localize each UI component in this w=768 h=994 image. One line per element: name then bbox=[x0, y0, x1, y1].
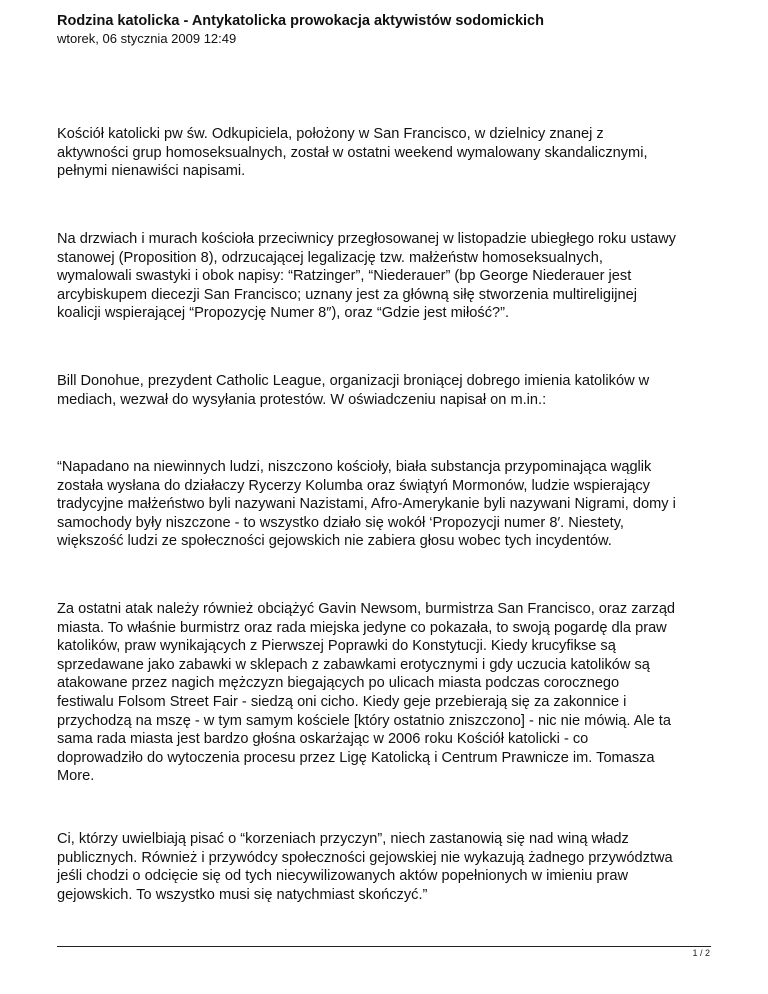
paragraph-line: Ci, którzy uwielbiają pisać o “korzeniach przyczyn”, niech zastanowią się nad winą władz bbox=[57, 831, 629, 847]
paragraph-line: przychodzą na mszę - w tym samym kościele [który ostatnio zniszczono] - nic nie mówią. Ale ta bbox=[57, 712, 671, 729]
paragraph-line: jeśli chodzi o odcięcie się od tych niecywilizowanych aktów popełnionych w imieniu praw bbox=[57, 868, 629, 885]
paragraph-line: gejowskich. To wszystko musi się natychmiast skończyć.” bbox=[57, 886, 428, 903]
paragraph-6 bbox=[57, 830, 673, 904]
paragraph-1 bbox=[57, 125, 648, 181]
paragraph-line: wymalowali swastyki i obok napisy: “Ratzinger”, “Niederauer” (bp George Niederauer jest bbox=[57, 268, 632, 285]
page-number: 1 / 2 bbox=[692, 948, 710, 958]
paragraph-line: sprzedawane jako zabawki w sklepach z zabawkami erotycznymi i gdy uczucia katolików są bbox=[57, 656, 650, 673]
paragraph-line: Na drzwiach i murach kościoła przeciwnicy przegłosowanej w listopadzie ubiegłego roku ustawy bbox=[57, 231, 676, 247]
paragraph-line: aktywności grup homoseksualnych, został w ostatni weekend wymalowany skandalicznymi, bbox=[57, 144, 648, 161]
paragraph-line: stanowej (Proposition 8), odrzucającej legalizację tzw. małżeństw homoseksualnych, bbox=[57, 249, 603, 266]
paragraph-line: tradycyjne małżeństwo byli nazywani Nazistami, Afro-Amerykanie byli nazywani Nigrami, domy i bbox=[57, 496, 676, 513]
paragraph-line: mediach, wezwał do wysyłania protestów. W oświadczeniu napisał on m.in.: bbox=[57, 391, 547, 408]
paragraph-2 bbox=[57, 230, 676, 323]
paragraph-line: festiwalu Folsom Street Fair - siedzą oni cicho. Kiedy geje przebierają się za zakonnice i bbox=[57, 693, 627, 710]
document-header bbox=[57, 12, 707, 47]
paragraph-5 bbox=[57, 600, 675, 786]
paragraph-line: Kościół katolicki pw św. Odkupiciela, położony w San Francisco, w dzielnicy znanej z bbox=[57, 126, 604, 142]
paragraph-line: arcybiskupem diecezji San Francisco; uznany jest za główną siłę stworzenia multireligijnej bbox=[57, 286, 637, 303]
paragraph-line: publicznych. Również i przywódcy społeczności gejowskiej nie wykazują żadnego przywództwa bbox=[57, 849, 673, 866]
document-date: wtorek, 06 stycznia 2009 12:49 bbox=[57, 31, 237, 46]
paragraph-line: doprowadziło do wytoczenia procesu przez Ligę Katolicką i Centrum Prawnicze im. Tomasza bbox=[57, 749, 655, 766]
paragraph-4-quote bbox=[57, 458, 676, 551]
paragraph-line: katolików, praw wynikających z Pierwszej Poprawki do Konstytucji. Kiedy krucyfikse są bbox=[57, 638, 616, 655]
paragraph-3 bbox=[57, 372, 649, 409]
paragraph-line: “Napadano na niewinnych ludzi, niszczono kościoły, biała substancja przypominająca wąglik bbox=[57, 459, 652, 475]
paragraph-line: Bill Donohue, prezydent Catholic League, organizacji broniącej dobrego imienia katolików w bbox=[57, 373, 650, 389]
footer-divider bbox=[57, 946, 711, 947]
paragraph-line: sama rada miasta jest bardzo głośna oskarżając w 2006 roku Kościół katolicki - co bbox=[57, 731, 589, 748]
paragraph-line: atakowane przez nagich mężczyzn biegających po ulicach miasta podczas corocznego bbox=[57, 675, 620, 692]
paragraph-line: koalicji wspierającej “Propozycję Numer 8″), oraz “Gdzie jest miłość?”. bbox=[57, 305, 510, 322]
paragraph-line: większość ludzi ze społeczności gejowskich nie zabiera głosu wobec tych incydentów. bbox=[57, 533, 612, 550]
paragraph-line: pełnymi nienawiści napisami. bbox=[57, 163, 246, 180]
document-title: Rodzina katolicka - Antykatolicka prowokacja aktywistów sodomickich bbox=[57, 13, 544, 29]
paragraph-line: Za ostatni atak należy również obciążyć Gavin Newsom, burmistrza San Francisco, oraz zarząd bbox=[57, 601, 676, 617]
paragraph-line: miasta. To właśnie burmistrz oraz rada miejska jedyne co pokazała, to swoją pogardę dla praw bbox=[57, 619, 667, 636]
paragraph-line: More. bbox=[57, 768, 95, 785]
paragraph-line: samochody były niszczone - to wszystko działo się wokół ‘Propozycji numer 8′. Niestety, bbox=[57, 514, 624, 531]
paragraph-line: została wysłana do działaczy Rycerzy Kolumba oraz świątyń Mormonów, ludzie wspierający bbox=[57, 477, 650, 494]
